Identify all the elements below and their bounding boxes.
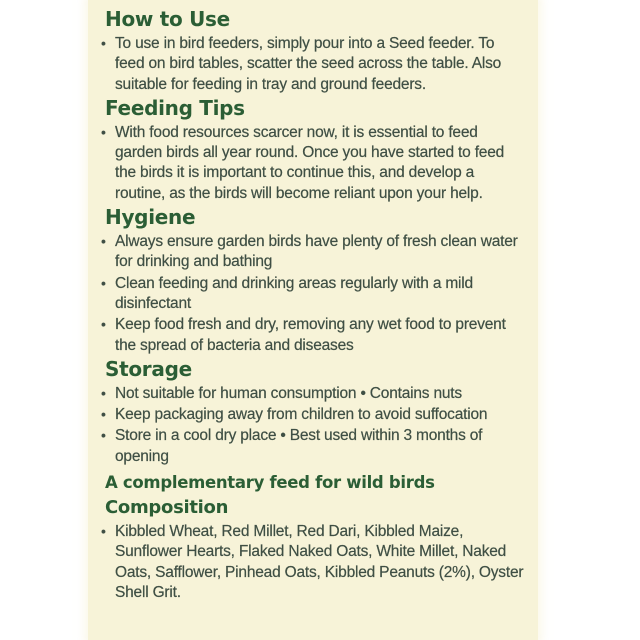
bullet-item: • Not suitable for human consumption • Contains nuts: [100, 384, 525, 404]
product-label-panel: [88, 0, 538, 640]
bullet-item: • To use in bird feeders, simply pour into a Seed feeder. To feed on bird tables, scatter the seed across the table. Also suitable for feeding in tray and ground feeders.: [100, 34, 525, 95]
bullet-list: [100, 34, 525, 95]
section-heading: How to Use: [105, 7, 230, 31]
bullet-list: [100, 123, 525, 204]
label-content: [88, 0, 538, 603]
bullet-item: • Keep food fresh and dry, removing any wet food to prevent the spread of bacteria and diseases: [100, 315, 525, 356]
bullet-item: • Store in a cool dry place • Best used within 3 months of opening: [100, 426, 525, 467]
section-heading: A complementary feed for wild birds: [105, 473, 435, 493]
bullet-item: • With food resources scarcer now, it is essential to feed garden birds all year round. Once you have started to feed the birds it is important to continue this, and develop a routine, as the birds will become reliant upon your help.: [100, 123, 525, 204]
section-heading: Hygiene: [105, 205, 196, 230]
section-heading: Composition: [105, 497, 229, 519]
bullet-item: • Keep packaging away from children to avoid suffocation: [100, 405, 525, 425]
bullet-list: [100, 522, 525, 603]
section-heading: Storage: [105, 356, 192, 381]
bullet-list: [100, 384, 525, 467]
section-heading: Feeding Tips: [105, 95, 245, 120]
bullet-item: • Clean feeding and drinking areas regularly with a mild disinfectant: [100, 274, 525, 315]
bullet-item: • Always ensure garden birds have plenty of fresh clean water for drinking and bathing: [100, 232, 525, 273]
bullet-item: • Kibbled Wheat, Red Millet, Red Dari, Kibbled Maize, Sunflower Hearts, Flaked Naked Oats, White Millet, Naked Oats, Safflower, Pinhead Oats, Kibbled Peanuts (2%), Oyster Shell Grit.: [100, 522, 525, 603]
bullet-list: [100, 232, 525, 356]
